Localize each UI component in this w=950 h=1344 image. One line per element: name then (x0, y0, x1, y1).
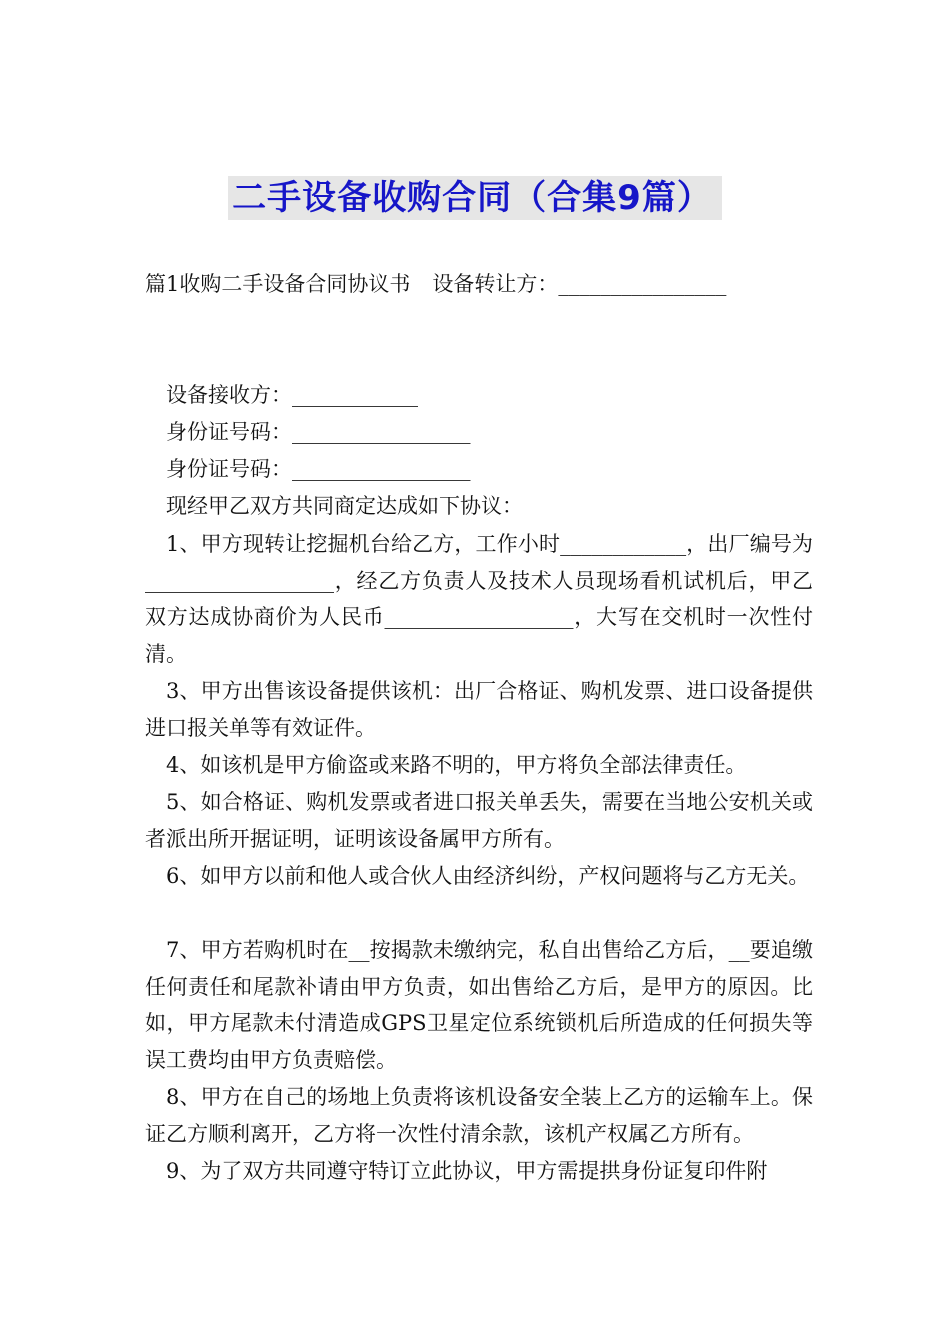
id-blank-1: _________________ (292, 420, 471, 444)
clause-1: 1、甲方现转让挖掘机台给乙方，工作小时____________，出厂编号为__________________，经乙方负责人及技术人员现场看机试机后，甲乙双方达成协商价为人民币__________________，大写在交机时一次性付清。 (145, 532, 813, 666)
clause-6: 6、如甲方以前和他人或合伙人由经济纠纷，产权问题将与乙方无关。 (166, 864, 810, 888)
receiver-label: 设备接收方： (166, 383, 292, 407)
transferor-label: 设备转让方： (432, 272, 559, 296)
intro-text: 现经甲乙双方共同商定达成如下协议： (166, 494, 523, 518)
id-blank-2: _________________ (292, 457, 471, 481)
receiver-field (145, 377, 836, 413)
clause-9: 9、为了双方共同遵守特订立此协议，甲方需提拱身份证复印件附 (166, 1159, 768, 1183)
id-field-2 (145, 451, 836, 487)
transferor-blank: ________________ (558, 272, 727, 296)
clause-8: 8、甲方在自己的场地上负责将该机设备安全装上乙方的运输车上。保证乙方顺利离开，乙方将一次性付清余款，该机产权属乙方所有。 (145, 1085, 813, 1146)
intro-line (145, 488, 836, 524)
clause-4: 4、如该机是甲方偷盗或来路不明的，甲方将负全部法律责任。 (166, 753, 747, 777)
id-field-1 (145, 414, 836, 450)
title-wrap (0, 176, 950, 220)
id-label-2: 身份证号码： (166, 457, 292, 481)
part-heading: 篇1收购二手设备合同协议书 (145, 272, 411, 296)
clause-3: 3、甲方出售该设备提供该机：出厂合格证、购机发票、进口设备提供进口报关单等有效证件。 (145, 679, 813, 740)
id-label-1: 身份证号码： (166, 420, 292, 444)
receiver-blank: ____________ (292, 383, 418, 407)
document-title: 二手设备收购合同（合集9篇） (228, 176, 722, 220)
clause-7: 7、甲方若购机时在__按揭款未缴纳完，私自出售给乙方后，__要追缴任何责任和尾款补请由甲方负责，如出售给乙方后，是甲方的原因。比如，甲方尾款未付清造成GPS卫星定位系统锁机后所造成的任何损失等误工费均由甲方负责赔偿。 (145, 938, 813, 1072)
header-line (145, 266, 815, 302)
clause-5: 5、如合格证、购机发票或者进口报关单丢失，需要在当地公安机关或者派出所开据证明，证明该设备属甲方所有。 (145, 790, 813, 851)
